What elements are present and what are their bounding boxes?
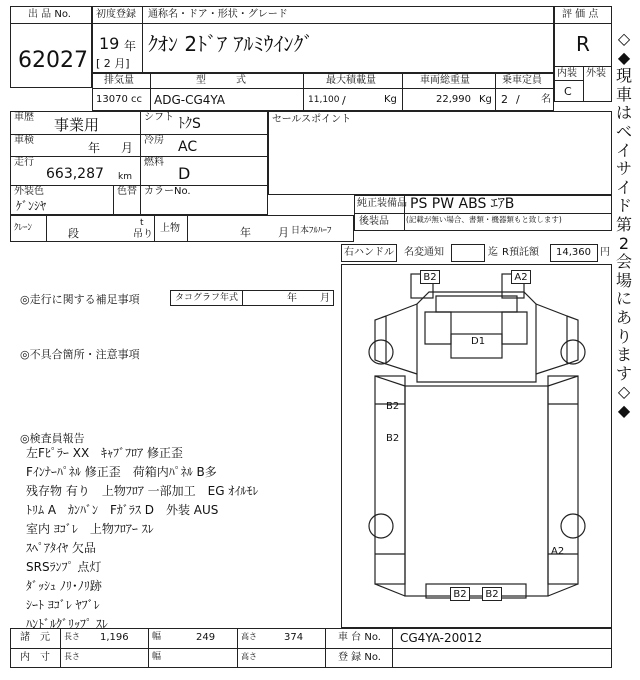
width-label: 幅 [152,632,162,642]
model: ADG-CG4YA [154,93,225,107]
name-change-box [451,244,485,262]
inspection-label: 車検 [14,135,34,146]
name-label: 通称名・ドア・形状・グレード [148,9,288,20]
displacement: 13070 cc [96,94,142,105]
mileage-label: 走行 [14,157,34,168]
name-change-label: 名変通知 [404,247,444,258]
reg-no-label: 登 録 No. [338,652,381,663]
color-label: 外装色 [14,186,44,197]
lot-number: 62027 [18,48,88,73]
retrofit-label: 後装品 [359,216,389,227]
inspection-year: 年 [88,141,101,155]
load-unit: Kg [384,94,397,105]
color-change-label: 色替 [117,186,137,197]
aircon: AC [178,139,198,155]
crane-ton: t [140,218,144,228]
defect-label: ◎不具合箇所・注意事項 [20,348,140,361]
crane-maker: 日本ﾌﾙﾊｰﾌ [291,226,332,236]
in-width-label: 幅 [152,652,162,662]
fuel-label: 燃料 [144,157,164,168]
mark-cab: D1 [471,336,486,347]
height-label: 高さ [241,632,257,641]
reg-year-unit: 年 [124,39,137,53]
exterior-grade-label: 外装 [586,68,606,79]
travel-label: ◎走行に関する補足事項 [20,293,140,306]
length: 1,196 [100,632,129,643]
inspector-line: 左Fﾋﾟﾗｰ XX ｷｬﾌﾞﾌﾛｱ 修正歪 [26,446,183,460]
reg-month: [ 2 月] [96,57,130,70]
tacho-label: タコグラフ年式 [175,293,239,303]
sales-point-label: セールスポイント [272,114,352,125]
crane-month: 月 [278,226,289,239]
in-height-label: 高さ [241,652,257,661]
aircon-label: 冷房 [144,135,164,146]
inspector-line: Fｲﾝﾅｰﾊﾟﾈﾙ 修正歪 荷箱内ﾊﾟﾈﾙ B多 [26,465,217,479]
fuel: D [178,164,191,183]
history-label: 車歴 [14,112,34,123]
interior-grade-label: 内装 [557,68,577,79]
length-label: 長さ [64,632,80,641]
shift-label: シフト [144,112,174,123]
inspector-line: ﾀﾞｯｼｭ ﾉﾘ･ﾉﾘ跡 [26,579,102,593]
load-value: 11,100 [308,95,340,105]
lot-label: 出 品 No. [28,9,71,20]
equipment: PS PW ABS ｴｱB [410,196,515,212]
inspector-line: 室内 ﾖｺﾞﾚ 上物ﾌﾛｱｰ ｽﾚ [26,522,154,536]
crane-lift: 吊り [133,229,153,240]
crane-label: ｸﾚｰﾝ [14,223,33,233]
mileage-unit: km [118,172,132,182]
tax-label: R預託額 [502,247,539,258]
detail-box [10,111,268,215]
car-name: ｸｵﾝ 2ﾄﾞｱ ｱﾙﾐｳｲﾝｸﾞ [148,32,314,56]
inspector-line: ｽﾍﾟｱﾀｲﾔ 欠品 [26,541,96,555]
inspector-line: 残存物 有り 上物ﾌﾛｱ 一部加工 EG ｵｲﾙﾓﾚ [26,484,259,498]
tacho-year: 年 [287,293,297,304]
capacity-value: 2 [501,93,508,106]
gross-value: 22,990 [436,94,471,105]
inspection-month: 月 [121,141,134,155]
frame-no: CG4YA-20012 [400,631,483,645]
color: ｹﾞﾝｼﾔ [16,199,47,213]
retrofit-note: (記載が無い場合、書類・機器類もと致します) [406,215,562,224]
side-banner: ◇◆現車はベイサイド第2会場にあります◇◆ [615,29,632,420]
shift: ﾄｸS [178,116,201,132]
reg-year: 19 [99,34,120,53]
crane-year: 年 [240,226,251,239]
grade-value: R [576,32,590,56]
capacity-label: 乗車定員 [502,75,542,86]
load-label: 最大積載量 [326,75,376,86]
height: 374 [284,632,304,643]
in-length-label: 長さ [64,652,80,661]
mark-bottom-1: B2 [450,587,470,601]
dims-label: 諸 元 [20,632,50,643]
truck-diagram [341,264,612,628]
mark-top-right: A2 [511,270,531,284]
deadline-label: 迄 [488,247,498,258]
tax-value: 14,360 [556,247,591,258]
mark-rear-right: A2 [551,546,565,557]
displacement-label: 排気量 [104,75,134,86]
handle: 右ハンドル [344,247,394,258]
first-reg-label: 初度登録 [96,9,136,20]
interior-dims-label: 内 寸 [20,652,50,663]
inspector-line: ﾄﾘﾑ A ｶﾝﾊﾞﾝ Fｶﾞﾗｽ D 外装 AUS [26,503,219,517]
model-label: 型 式 [196,75,246,86]
gross-label: 車両総重量 [420,75,470,86]
tax-unit: 円 [600,247,610,258]
grade-label: 評 価 点 [562,9,599,20]
history: 事業用 [54,116,100,134]
mark-side-2: B2 [386,433,400,444]
auction-sheet: 出 品 No. 62027 初度登録 通称名・ドア・形状・グレード 19 年 [ 2 月] ｸｵﾝ 2ﾄﾞｱ ｱﾙﾐｳｲﾝｸﾞ 評 価 点 R 内装 外装 C 排気量 型 式 最大積載量 車両総重量 乗車定員 13070 cc ADG-CG4YA 11,100 / Kg 22,990 Kg 2 / 名 車歴 事業用 シフト ﾄｸS 車検 年 月 冷房 AC 走行 663,287 km 燃料 D 外装色 ｹﾞﾝｼﾔ 色替 カラーNo. セールスポイント 純正装備品 PS PW ABS ｴｱB 後装品 (記載が無い場合、書類・機器類もと致します) ｸﾚｰﾝ 段 t 吊り 上物 年 月 日本ﾌﾙﾊｰﾌ 右ハンドル 名変通知 迄 R預託額 14,360 円 ◎走行に関する補足事項 タコグラフ年式 年 月 ◎不具合箇所・注意事項 ◎検査員報告 左Fﾋﾟﾗｰ XX ｷｬﾌﾞﾌﾛｱ 修正歪 Fｲﾝﾅｰﾊﾟﾈﾙ 修正歪 荷箱内ﾊﾟﾈﾙ B多 残存物 有り 上物ﾌﾛｱ 一部加工 EG ｵｲﾙﾓﾚ ﾄﾘﾑ A ｶﾝﾊﾞﾝ Fｶﾞﾗｽ D 外装 AUS 室内 ﾖｺﾞﾚ 上物ﾌﾛｱｰ ｽﾚ ｽﾍﾟｱﾀｲﾔ 欠品 SRSﾗﾝﾌﾟ 点灯 ﾀﾞｯｼｭ ﾉﾘ･ﾉﾘ跡 ｼｰﾄ ﾖｺﾞﾚ ﾔﾌﾞﾚ ﾊﾝﾄﾞﾙｸﾞﾘｯﾌﾟ ｽﾚ B2 A2 D1 B2 B2 A2 B2 B2 諸 元 長さ 1,196 幅 249 高さ 374 車 台 No. CG4YA-20012 内 寸 長さ 幅 高さ 登 録 No. ◇◆現車はベイサイド第2会場にあります◇◆ [0,0,640,680]
color-no-label: カラーNo. [144,186,191,197]
width: 249 [196,632,216,643]
crane-stage: 段 [68,227,79,240]
mileage: 663,287 [46,166,104,182]
inspector-line: ﾊﾝﾄﾞﾙｸﾞﾘｯﾌﾟ ｽﾚ [26,617,108,631]
mark-side-1: B2 [386,401,400,412]
equip-label: 純正装備品 [357,198,407,209]
inspector-line: SRSﾗﾝﾌﾟ 点灯 [26,560,102,574]
mark-bottom-2: B2 [482,587,502,601]
capacity-unit: 名 [541,94,551,105]
crane-top-label: 上物 [160,223,180,234]
inspector-line: ｼｰﾄ ﾖｺﾞﾚ ﾔﾌﾞﾚ [26,598,100,612]
frame-label: 車 台 No. [338,632,381,643]
mark-top-left: B2 [420,270,440,284]
gross-unit: Kg [479,94,492,105]
tacho-month: 月 [320,293,330,304]
interior-grade: C [564,85,572,98]
inspector-label: ◎検査員報告 [20,432,85,445]
